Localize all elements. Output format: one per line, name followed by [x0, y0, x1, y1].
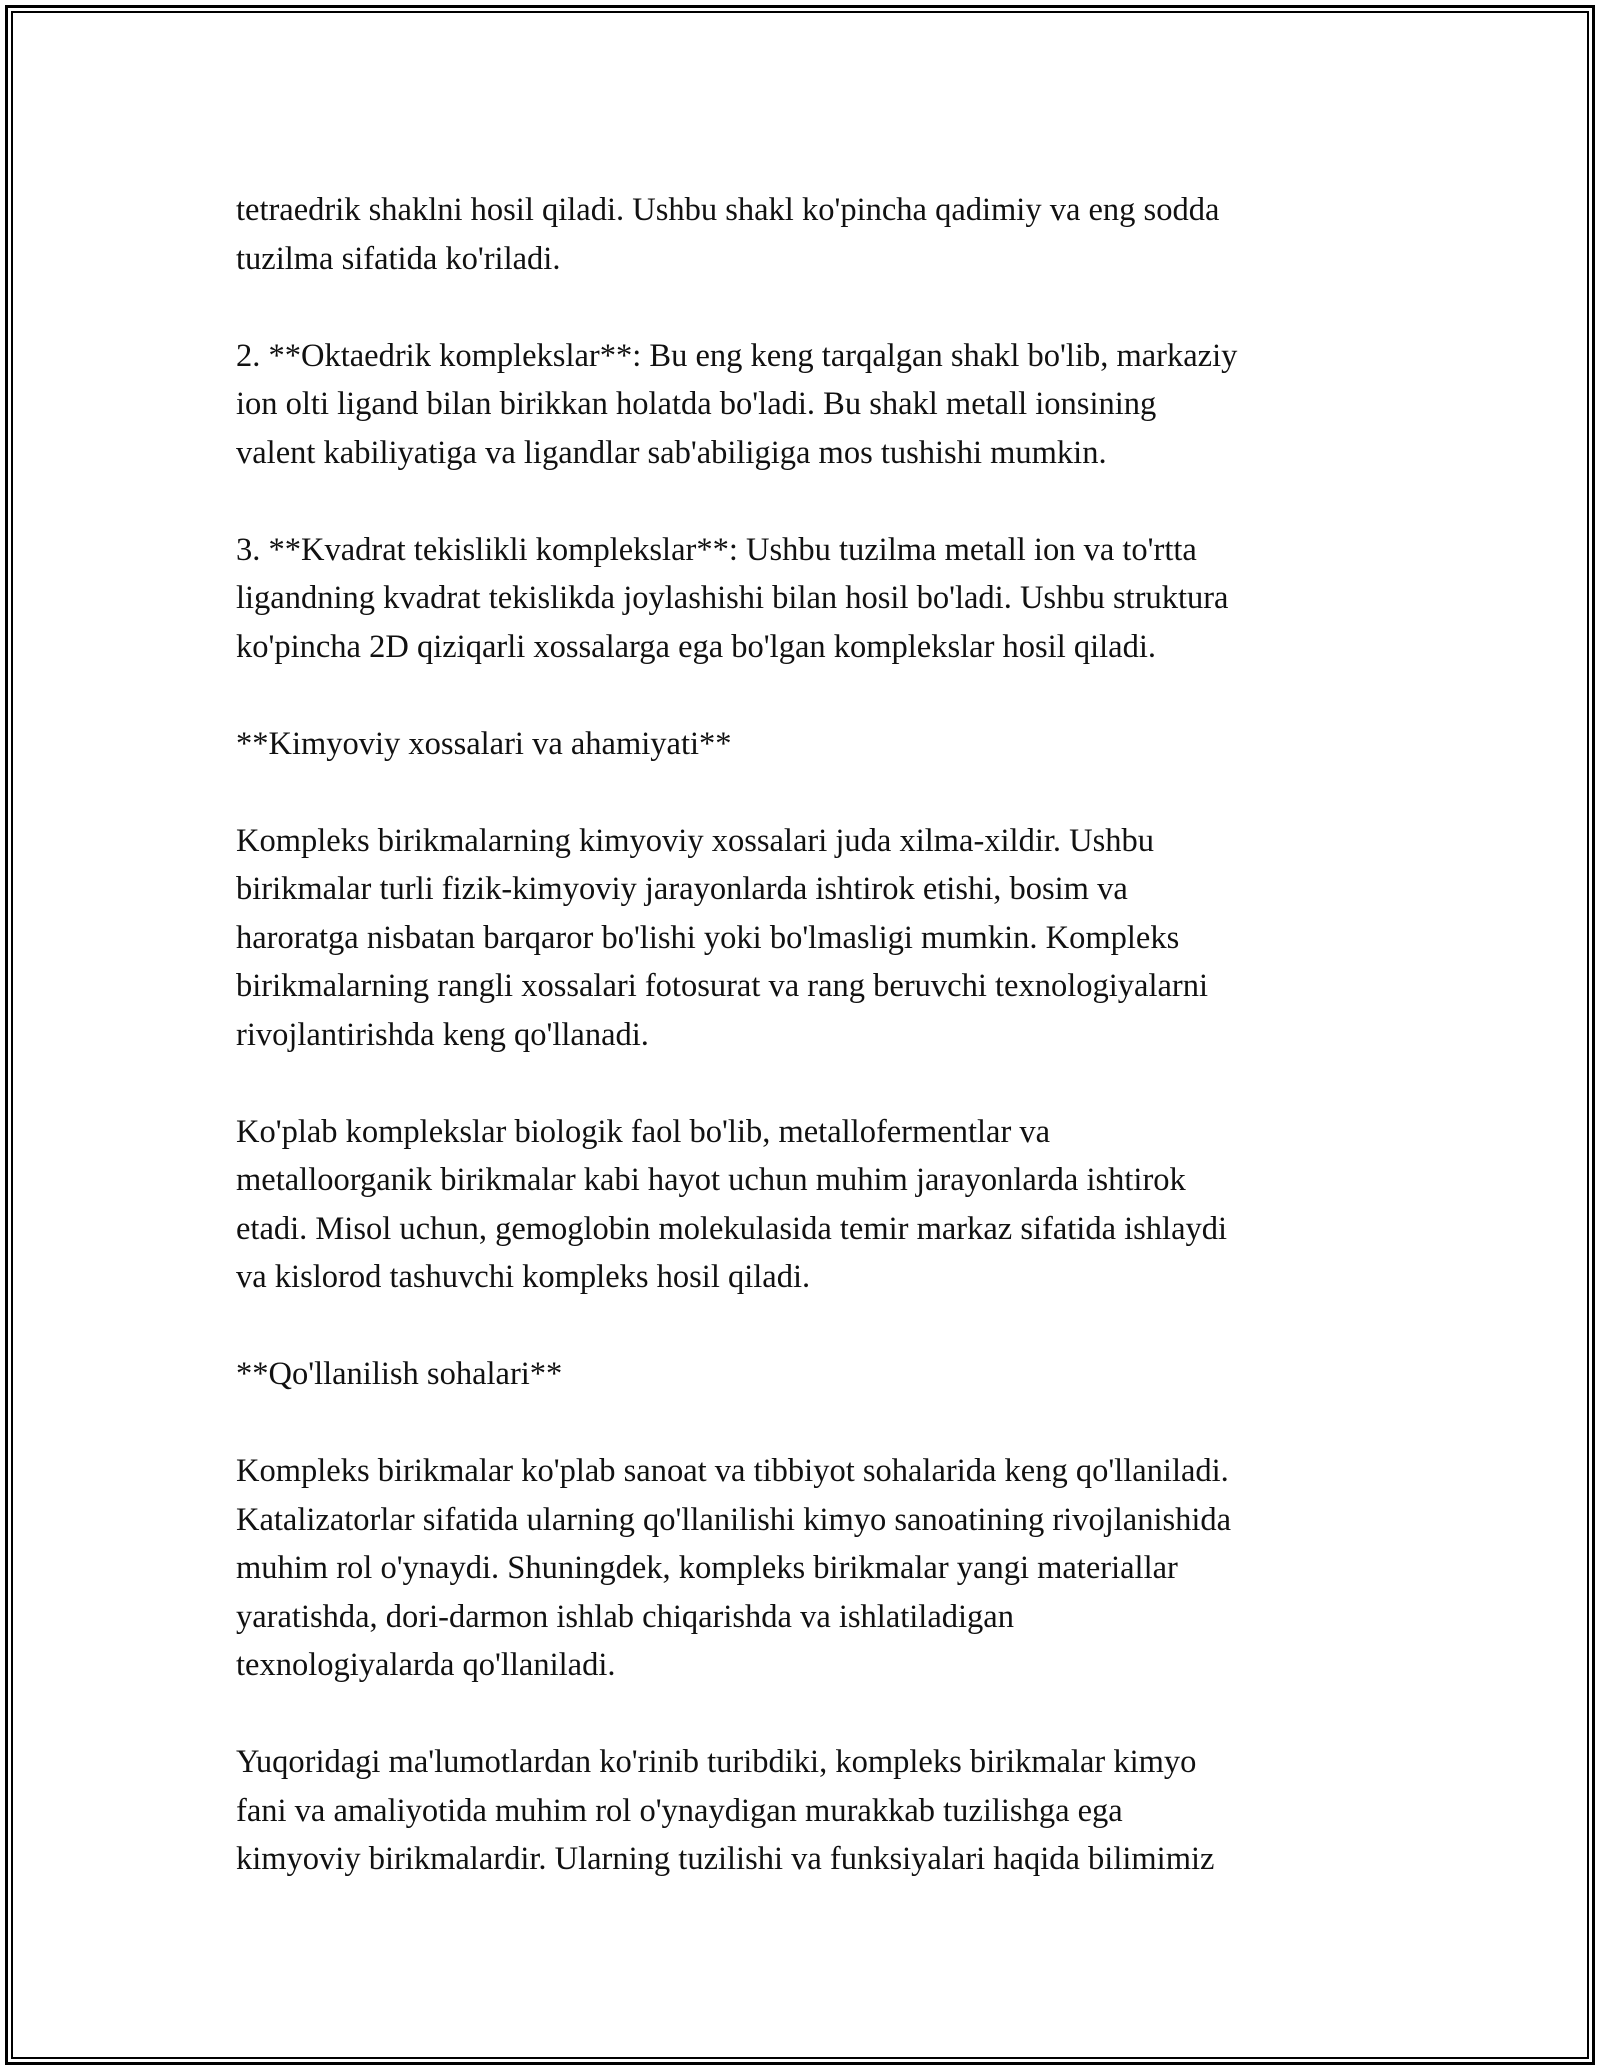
paragraph-square-planar: [236, 526, 1386, 672]
paragraph-biological-activity: [236, 1108, 1386, 1302]
text-line: Ko'plab komplekslar biologik faol bo'lib, metallofermentlar va: [236, 1113, 1051, 1150]
text-line: ion olti ligand bilan birikkan holatda bo'ladi. Bu shakl metall ionsining: [236, 386, 1157, 422]
text-line: birikmalar turli fizik-kimyoviy jarayonlarda ishtirok etishi, bosim va: [236, 871, 1128, 907]
text-line: haroratga nisbatan barqaror bo'lishi yoki bo'lmasligi mumkin. Kompleks: [236, 919, 1180, 956]
text-line: etadi. Misol uchun, gemoglobin molekulasida temir markaz sifatida ishlaydi: [236, 1210, 1228, 1247]
paragraph-applications: [236, 1447, 1386, 1690]
text-line: birikmalarning rangli xossalari fotosurat va rang beruvchi texnologiyalarni: [236, 968, 1209, 1004]
text-line: Yuqoridagi ma'lumotlardan ko'rinib turibdiki, kompleks birikmalar kimyo: [236, 1744, 1197, 1780]
heading-line: **Kimyoviy xossalari va ahamiyati**: [236, 725, 732, 762]
text-line: 2. **Oktaedrik komplekslar**: Bu eng keng tarqalgan shakl bo'lib, markaziy: [236, 337, 1238, 374]
paragraph-tetrahedral-continuation: [236, 186, 1386, 283]
text-line: ko'pincha 2D qiziqarli xossalarga ega bo'lgan komplekslar hosil qiladi.: [236, 628, 1156, 665]
text-line: Kompleks birikmalarning kimyoviy xossalari juda xilma-xildir. Ushbu: [236, 822, 1155, 859]
section-heading-applications: [236, 1350, 1386, 1399]
paragraph-chemical-properties: [236, 817, 1386, 1060]
text-line: metalloorganik birikmalar kabi hayot uchun muhim jarayonlarda ishtirok: [236, 1162, 1186, 1198]
section-heading-chemical-properties: [236, 720, 1386, 769]
text-line: va kislorod tashuvchi kompleks hosil qiladi.: [236, 1259, 811, 1295]
text-line: Katalizatorlar sifatida ularning qo'llanilishi kimyo sanoatining rivojlanishida: [236, 1501, 1232, 1538]
paragraph-conclusion: [236, 1738, 1386, 1884]
text-line: ligandning kvadrat tekislikda joylashishi bilan hosil bo'ladi. Ushbu struktura: [236, 580, 1229, 616]
text-line: fani va amaliyotida muhim rol o'ynaydigan murakkab tuzilishga ega: [236, 1792, 1123, 1829]
text-line: Kompleks birikmalar ko'plab sanoat va tibbiyot sohalarida keng qo'llaniladi.: [236, 1453, 1229, 1489]
text-line: kimyoviy birikmalardir. Ularning tuzilishi va funksiyalari haqida bilimimiz: [236, 1841, 1215, 1877]
text-line: 3. **Kvadrat tekislikli komplekslar**: Ushbu tuzilma metall ion va to'rtta: [236, 531, 1197, 568]
paragraph-octahedral: [236, 332, 1386, 478]
document-body: [236, 186, 1386, 1884]
text-line: rivojlantirishda keng qo'llanadi.: [236, 1016, 649, 1053]
text-line: tetraedrik shaklni hosil qiladi. Ushbu shakl ko'pincha qadimiy va eng sodda: [236, 192, 1220, 228]
text-line: valent kabiliyatiga va ligandlar sab'abiligiga mos tushishi mumkin.: [236, 434, 1107, 471]
text-line: tuzilma sifatida ko'riladi.: [236, 240, 561, 277]
text-line: texnologiyalarda qo'llaniladi.: [236, 1647, 616, 1683]
text-line: yaratishda, dori-darmon ishlab chiqarishda va ishlatiladigan: [236, 1598, 1014, 1635]
text-line: muhim rol o'ynaydi. Shuningdek, kompleks birikmalar yangi materiallar: [236, 1550, 1178, 1586]
heading-line: **Qo'llanilish sohalari**: [236, 1356, 563, 1392]
